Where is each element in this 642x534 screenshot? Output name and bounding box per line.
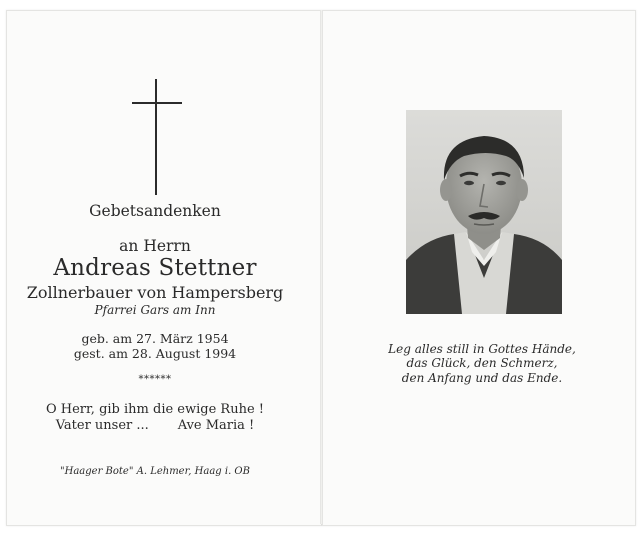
card-fold	[320, 10, 322, 524]
salutation: an Herrn	[119, 237, 191, 255]
card-heading: Gebetsandenken	[89, 202, 221, 220]
occupation: Zollnerbauer von Hampersberg	[26, 283, 284, 302]
prayer-line-2: Vater unser ... Ave Maria !	[55, 418, 255, 433]
separator: ******	[138, 374, 172, 385]
printer-credit: "Haager Bote" A. Lehmer, Haag i. OB	[60, 466, 250, 477]
deceased-name: Andreas Stettner	[53, 255, 257, 281]
birth-date: geb. am 27. März 1954	[81, 331, 229, 346]
verse-line-1: Leg alles still in Gottes Hände,	[388, 342, 576, 356]
cross-icon	[132, 79, 182, 195]
verse-line-3: den Anfang und das Ende.	[401, 371, 563, 385]
parish: Pfarrei Gars am Inn	[94, 303, 216, 317]
death-date: gest. am 28. August 1994	[73, 346, 237, 361]
portrait-photo	[406, 110, 562, 314]
prayer-line-1: O Herr, gib ihm die ewige Ruhe !	[45, 402, 265, 417]
verse-line-2: das Glück, den Schmerz,	[406, 356, 558, 370]
